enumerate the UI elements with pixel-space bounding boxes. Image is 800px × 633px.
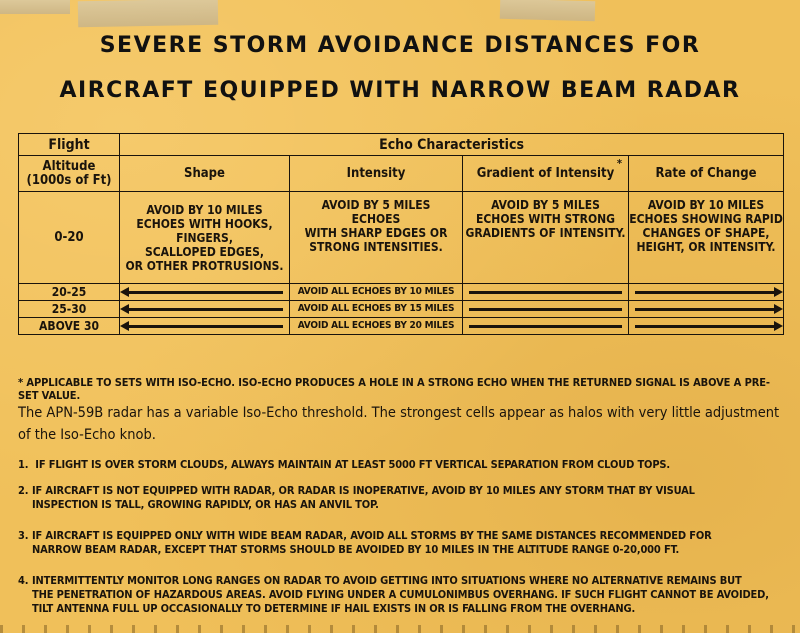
- arrow-right-cell: [629, 318, 784, 335]
- rule-line: IF AIRCRAFT IS NOT EQUIPPED WITH RADAR, OR RADAR IS INOPERATIVE, AVOID BY 10 MILES ANY STORM THAT BY VISUAL: [32, 484, 695, 497]
- altitude-label: Altitude: [42, 158, 96, 174]
- column-header-shape: Shape: [120, 156, 290, 192]
- rule-item-1: [18, 458, 793, 472]
- shape-line: AVOID BY 10 MILES: [146, 202, 263, 217]
- arrow-right-cell: [629, 301, 784, 318]
- intensity-line: AVOID BY 5 MILES: [321, 198, 431, 212]
- altitude-cell-above-30: ABOVE 30: [19, 318, 120, 335]
- gradient-header-label: Gradient of Intensity: [476, 165, 615, 181]
- altitude-cell-25-30: 25-30: [19, 301, 120, 318]
- rule-item-2: [18, 484, 793, 512]
- arrow-shaft: [469, 291, 622, 294]
- avoid-text-cell: AVOID ALL ECHOES BY 10 MILES: [290, 284, 463, 301]
- avoid-text-cell: AVOID ALL ECHOES BY 20 MILES: [290, 318, 463, 335]
- left-arrow-icon: [126, 308, 283, 311]
- rule-line: INSPECTION IS TALL, GROWING RAPIDLY, OR HAS AN ANVIL TOP.: [32, 498, 379, 511]
- rule-number: 2.: [18, 484, 29, 497]
- arrow-shaft: [469, 308, 622, 311]
- gradient-line: AVOID BY 5 MILES: [491, 198, 600, 212]
- avoid-text-cell: AVOID ALL ECHOES BY 15 MILES: [290, 301, 463, 318]
- rule-number: 3.: [18, 529, 29, 542]
- right-arrow-icon: [635, 308, 777, 311]
- column-header-intensity: Intensity: [290, 156, 463, 192]
- shape-line: OR OTHER PROTRUSIONS.: [125, 258, 284, 273]
- torn-edge: [0, 625, 800, 633]
- tape-strip: [0, 0, 70, 14]
- altitude-units-label: (1000s of Ft): [26, 172, 112, 188]
- arrow-line-cell: [463, 301, 629, 318]
- echo-characteristics-header: Echo Characteristics: [120, 134, 784, 156]
- shape-line: FINGERS,: [176, 230, 233, 245]
- rate-line: CHANGES OF SHAPE,: [642, 226, 770, 240]
- intensity-cell: [290, 192, 463, 284]
- rule-line: THE PENETRATION OF HAZARDOUS AREAS. AVOID FLYING UNDER A CUMULONIMBUS OVERHANG. IF SUCH FLIGHT CANNOT BE AVOIDED,: [32, 588, 769, 601]
- arrow-line-cell: [463, 318, 629, 335]
- column-header-gradient: [463, 156, 629, 192]
- tape-strip: [78, 0, 218, 27]
- altitude-cell-0-20: 0-20: [19, 192, 120, 284]
- rule-number: 1.: [18, 458, 29, 471]
- tape-strip: [500, 0, 595, 21]
- apn-note-line: The APN-59B radar has a variable Iso-Echo threshold. The strongest cells appear as halos with very little adjustment: [18, 405, 780, 421]
- apn-59b-note: [18, 402, 793, 446]
- rate-line: ECHOES SHOWING RAPID: [629, 212, 783, 226]
- arrow-left-cell: [120, 284, 290, 301]
- intensity-line: WITH SHARP EDGES OR: [304, 226, 448, 240]
- shape-line: SCALLOPED EDGES,: [144, 244, 265, 259]
- intensity-line: ECHOES: [351, 212, 401, 226]
- arrow-left-cell: [120, 301, 290, 318]
- apn-note-line: of the Iso-Echo knob.: [18, 427, 156, 443]
- rule-item-3: [18, 529, 793, 557]
- right-arrow-icon: [635, 325, 777, 328]
- rule-number: 4.: [18, 574, 29, 587]
- arrow-shaft: [469, 325, 622, 328]
- column-header-rate: Rate of Change: [629, 156, 784, 192]
- altitude-header: [19, 156, 120, 192]
- intensity-line: STRONG INTENSITIES.: [309, 240, 443, 254]
- left-arrow-icon: [126, 325, 283, 328]
- altitude-cell-20-25: 20-25: [19, 284, 120, 301]
- left-arrow-icon: [126, 291, 283, 294]
- rate-line: AVOID BY 10 MILES: [647, 198, 765, 212]
- right-arrow-icon: [635, 291, 777, 294]
- shape-line: ECHOES WITH HOOKS,: [136, 216, 273, 231]
- shape-cell: [120, 192, 290, 284]
- avoidance-table: [18, 133, 784, 335]
- rule-line: TILT ANTENNA FULL UP OCCASIONALLY TO DETERMINE IF HAIL EXISTS IN OR IS FALLING FROM THE OVERHANG.: [32, 602, 636, 615]
- rule-item-4: [18, 574, 793, 616]
- rule-line: INTERMITTENTLY MONITOR LONG RANGES ON RADAR TO AVOID GETTING INTO SITUATIONS WHERE NO ALTERNATIVE REMAINS BUT: [32, 574, 742, 587]
- iso-echo-footnote: * APPLICABLE TO SETS WITH ISO-ECHO. ISO-ECHO PRODUCES A HOLE IN A STRONG ECHO WHEN THE RETURNED SIGNAL IS ABOVE A PRE-SET VALUE.: [18, 376, 770, 402]
- rule-line: NARROW BEAM RADAR, EXCEPT THAT STORMS SHOULD BE AVOIDED BY 10 MILES IN THE ALTITUDE RANGE 0-20,000 FT.: [32, 543, 680, 556]
- rate-cell: [629, 192, 784, 284]
- arrow-left-cell: [120, 318, 290, 335]
- gradient-line: GRADIENTS OF INTENSITY.: [465, 226, 626, 240]
- rate-line: HEIGHT, OR INTENSITY.: [636, 240, 776, 254]
- rule-line: IF FLIGHT IS OVER STORM CLOUDS, ALWAYS MAINTAIN AT LEAST 5000 FT VERTICAL SEPARATION FROM CLOUD TOPS.: [35, 458, 671, 471]
- title-line-1: SEVERE STORM AVOIDANCE DISTANCES FOR: [99, 33, 701, 58]
- flight-header: Flight: [19, 134, 120, 156]
- gradient-line: ECHOES WITH STRONG: [475, 212, 616, 226]
- rule-line: IF AIRCRAFT IS EQUIPPED ONLY WITH WIDE BEAM RADAR, AVOID ALL STORMS BY THE SAME DISTANCES RECOMMENDED FOR: [32, 529, 712, 542]
- title-line-2: AIRCRAFT EQUIPPED WITH NARROW BEAM RADAR: [59, 78, 741, 103]
- asterisk-mark: *: [616, 157, 622, 170]
- gradient-cell: [463, 192, 629, 284]
- arrow-right-cell: [629, 284, 784, 301]
- arrow-line-cell: [463, 284, 629, 301]
